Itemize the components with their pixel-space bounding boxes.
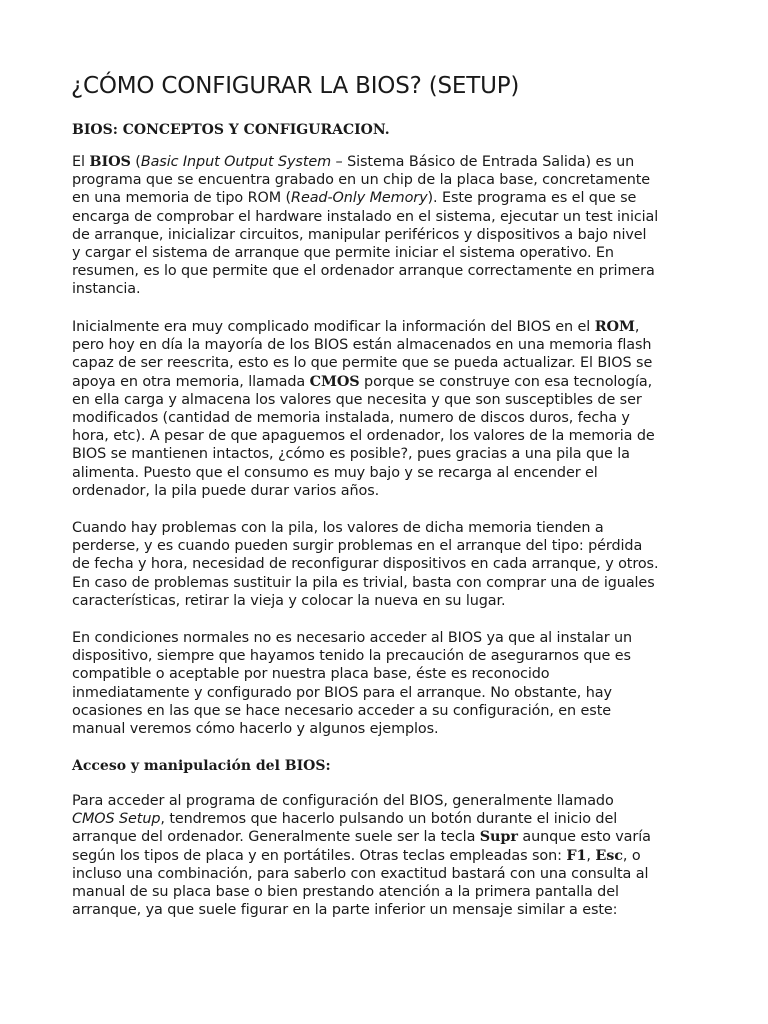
paragraph-access-setup: Para acceder al programa de configuración del BIOS, generalmente llamado CMOS Setup, tendremos que hacerlo pulsando un botón durante el inicio del arranque del ordenador. Generalmente suele ser la tecla Supr aunque esto varía según los tipos de placa y en portátiles. Otras teclas empleadas son: F1, Esc, o incluso una combinación, para saberlo con exactitud bastará con una consulta al manual de su placa base o bien prestando atención a la primera pantalla del arranque, ya que suele figurar en la parte inferior un mensaje similar a este: <box>72 793 651 919</box>
bios-term: BIOS <box>89 153 131 170</box>
paragraph-bios-definition: El BIOS (Basic Input Output System – Sistema Básico de Entrada Salida) es un programa que se encuentra grabado en un chip de la placa base, concretamente en una memoria de tipo ROM (Read-Only Memory). Este programa es el que se encarga de comprobar el hardware instalado en el sistema, ejecutar un test inicial de arranque, inicializar circuitos, manipular periféricos y dispositivos a bajo nivel y cargar el sistema de arranque que permite iniciar el sistema operativo. En resumen, es lo que permite que el ordenador arranque correctamente en primera instancia. <box>72 153 659 298</box>
paragraph-normal-conditions: En condiciones normales no es necesario acceder al BIOS ya que al instalar un dispositivo, siempre que hayamos tenido la precaución de asegurarnos que es compatible o aceptable por nuestra placa base, éste es reconocido inmediatamente y configurado por BIOS para el arranque. No obstante, hay ocasiones en las que se hace necesario acceder a su configuración, en este manual veremos cómo hacerlo y algunos ejemplos. <box>72 630 633 738</box>
f1-key: F1 <box>566 846 587 864</box>
section-heading-acceso: Acceso y manipulación del BIOS: <box>72 758 331 774</box>
paragraph-battery-problems: Cuando hay problemas con la pila, los valores de dicha memoria tienden a perderse, y es cuando pueden surgir problemas en el arranque del tipo: pérdida de fecha y hora, necesidad de reconfigurar dispositivos en cada arranque, y otros. En caso de problemas sustituir la pila es trivial, basta con comprar una de iguales características, retirar la vieja y colocar la nueva en su lugar. <box>72 520 659 609</box>
supr-key: Supr <box>479 828 518 846</box>
cmos-term: CMOS <box>309 372 360 390</box>
rom-term: ROM <box>594 318 635 335</box>
section-heading-conceptos: BIOS: CONCEPTOS Y CONFIGURACION. <box>72 122 390 138</box>
cmos-setup-term: CMOS Setup <box>72 811 161 828</box>
paragraph-rom-cmos: Inicialmente era muy complicado modificar la información del BIOS en el ROM, pero hoy en día la mayoría de los BIOS están almacenados en una memoria flash capaz de ser reescrita, esto es lo que permite que se pueda actualizar. El BIOS se apoya en otra memoria, llamada CMOS porque se construye con esa tecnología, en ella carga y almacena los valores que necesita y que son susceptibles de ser modificados (cantidad de memoria instalada, numero de discos duros, fecha y hora, etc). A pesar de que apaguemos el ordenador, los valores de la memoria de BIOS se mantienen intactos, ¿cómo es posible?, pues gracias a una pila que la alimenta. Puesto que el consumo es muy bajo y se recarga al encender el ordenador, la pila puede durar varios años. <box>72 318 655 499</box>
esc-key: Esc <box>595 846 623 864</box>
page-title: ¿CÓMO CONFIGURAR LA BIOS? (SETUP) <box>71 73 520 99</box>
